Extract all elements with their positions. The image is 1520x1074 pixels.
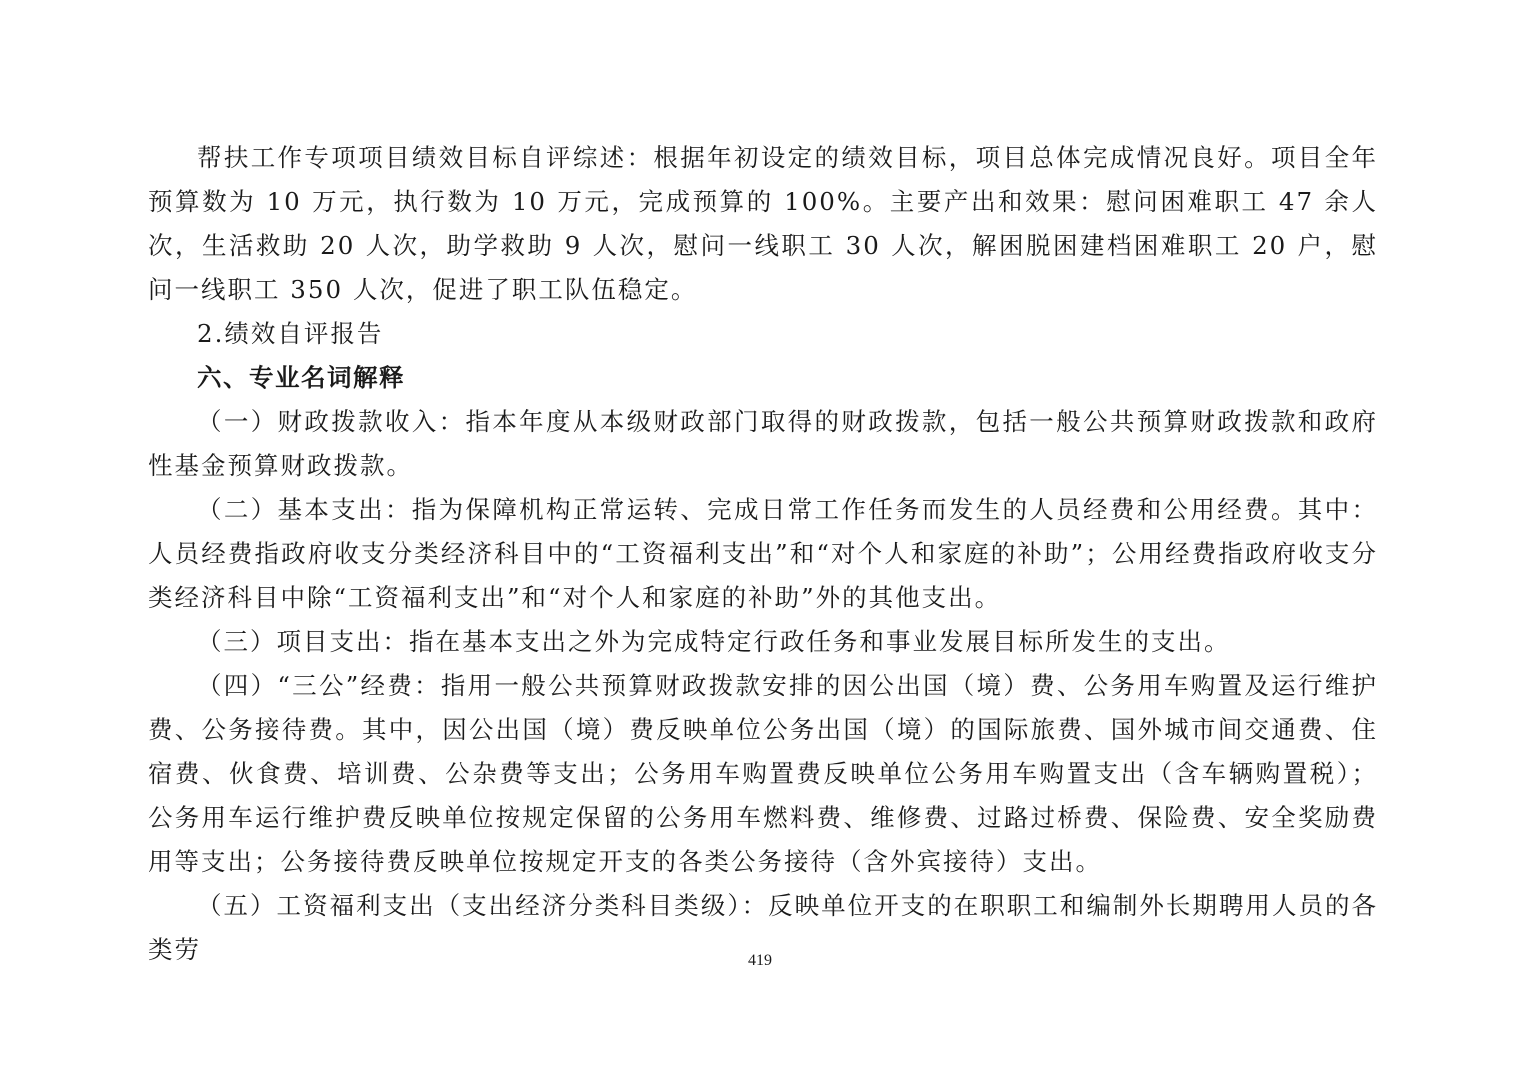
glossary-three-public-expenses: （四）“三公”经费：指用一般公共预算财政拨款安排的因公出国（境）费、公务用车购置及运行维护费、公务接待费。其中，因公出国（境）费反映单位公务出国（境）的国际旅费、国外城市间交通费、住宿费、伙食费、培训费、公杂费等支出；公务用车购置费反映单位公务用车购置支出（含车辆购置税）；公务用车运行维护费反映单位按规定保留的公务用车燃料费、维修费、过路过桥费、保险费、安全奖励费用等支出；公务接待费反映单位按规定开支的各类公务接待（含外宾接待）支出。 bbox=[148, 671, 1378, 876]
section-heading-glossary: 六、专业名词解释 bbox=[197, 363, 405, 392]
glossary-basic-expenditure: （二）基本支出：指为保障机构正常运转、完成日常工作任务而发生的人员经费和公用经费。其中：人员经费指政府收支分类经济科目中的“工资福利支出”和“对个人和家庭的补助”；公用经费指政府收支分类经济科目中除“工资福利支出”和“对个人和家庭的补助”外的其他支出。 bbox=[148, 495, 1378, 612]
glossary-wages-welfare: （五）工资福利支出（支出经济分类科目类级）：反映单位开支的在职职工和编制外长期聘用人员的各类劳 bbox=[148, 891, 1378, 964]
glossary-fiscal-appropriation: （一）财政拨款收入：指本年度从本级财政部门取得的财政拨款，包括一般公共预算财政拨款和政府性基金预算财政拨款。 bbox=[148, 407, 1378, 480]
page-number: 419 bbox=[748, 952, 772, 969]
self-evaluation-report-item: 2.绩效自评报告 bbox=[197, 319, 384, 348]
glossary-project-expenditure: （三）项目支出：指在基本支出之外为完成特定行政任务和事业发展目标所发生的支出。 bbox=[197, 627, 1231, 656]
body-text bbox=[148, 136, 1378, 972]
project-summary-paragraph: 帮扶工作专项项目绩效目标自评综述：根据年初设定的绩效目标，项目总体完成情况良好。项目全年预算数为 10 万元，执行数为 10 万元，完成预算的 100%。主要产出和效果：慰问困难职工 47 余人次，生活救助 20 人次，助学救助 9 人次，慰问一线职工 30 人次，解困脱困建档困难职工 20 户，慰问一线职工 350 人次，促进了职工队伍稳定。 bbox=[148, 143, 1378, 304]
